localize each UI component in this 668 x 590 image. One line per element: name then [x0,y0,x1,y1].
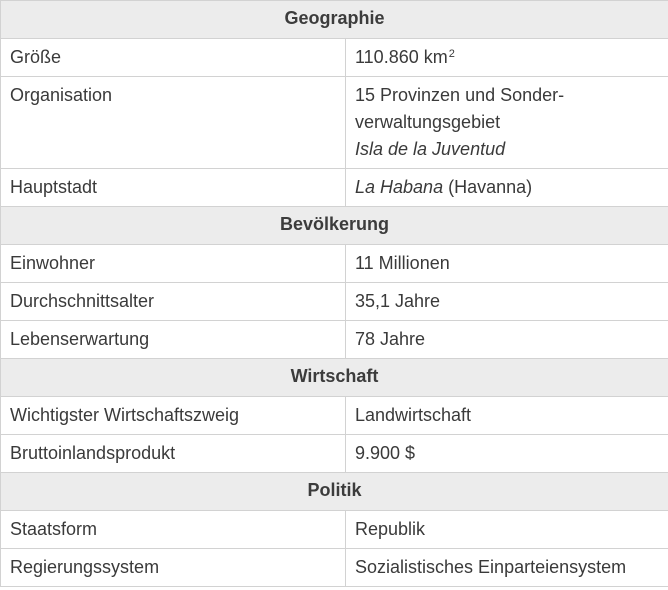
row-value: 35,1 Jahre [346,283,668,321]
table-row-staatsform [1,511,668,549]
row-label: Regierungssystem [1,549,346,587]
unit-superscript: 2 [448,48,455,60]
row-value [346,39,668,77]
row-label: Organisation [1,77,346,169]
organisation-line-2: verwaltungsgebiet [355,112,501,132]
table-row-durchschnittsalter [1,283,668,321]
row-value: 9.900 $ [346,435,668,473]
table-row-organisation [1,77,668,169]
row-value: 11 Millionen [346,245,668,283]
row-value: 78 Jahre [346,321,668,359]
row-label: Durchschnittsalter [1,283,346,321]
section-header-politik [1,473,668,511]
capital-note: (Havanna) [443,177,533,197]
area-value: 110.860 km [355,47,448,67]
capital-name: La Habana [355,177,444,197]
table-row-groesse [1,39,668,77]
row-value [346,77,668,169]
table-row-wirtschaftszweig [1,397,668,435]
table-row-regierungssystem [1,549,668,587]
table-row-bip [1,435,668,473]
row-label: Größe [1,39,346,77]
row-label: Hauptstadt [1,169,346,207]
row-label: Lebenserwartung [1,321,346,359]
section-title: Wirtschaft [1,359,668,397]
row-label: Staatsform [1,511,346,549]
section-header-wirtschaft [1,359,668,397]
table-row-einwohner [1,245,668,283]
row-label: Einwohner [1,245,346,283]
section-title: Geographie [1,1,668,39]
section-header-bevoelkerung [1,207,668,245]
row-value: Republik [346,511,668,549]
section-title: Politik [1,473,668,511]
row-value [346,169,668,207]
organisation-line-3: Isla de la Juventud [355,139,506,159]
table-row-hauptstadt [1,169,668,207]
table-row-lebenserwartung [1,321,668,359]
organisation-line-1: 15 Provinzen und Sonder- [355,85,565,105]
row-label: Bruttoinlandsprodukt [1,435,346,473]
row-value: Sozialistisches Einparteiensystem [346,549,668,587]
row-value: Landwirtschaft [346,397,668,435]
row-label: Wichtigster Wirtschaftszweig [1,397,346,435]
section-header-geographie [1,1,668,39]
section-title: Bevölkerung [1,207,668,245]
